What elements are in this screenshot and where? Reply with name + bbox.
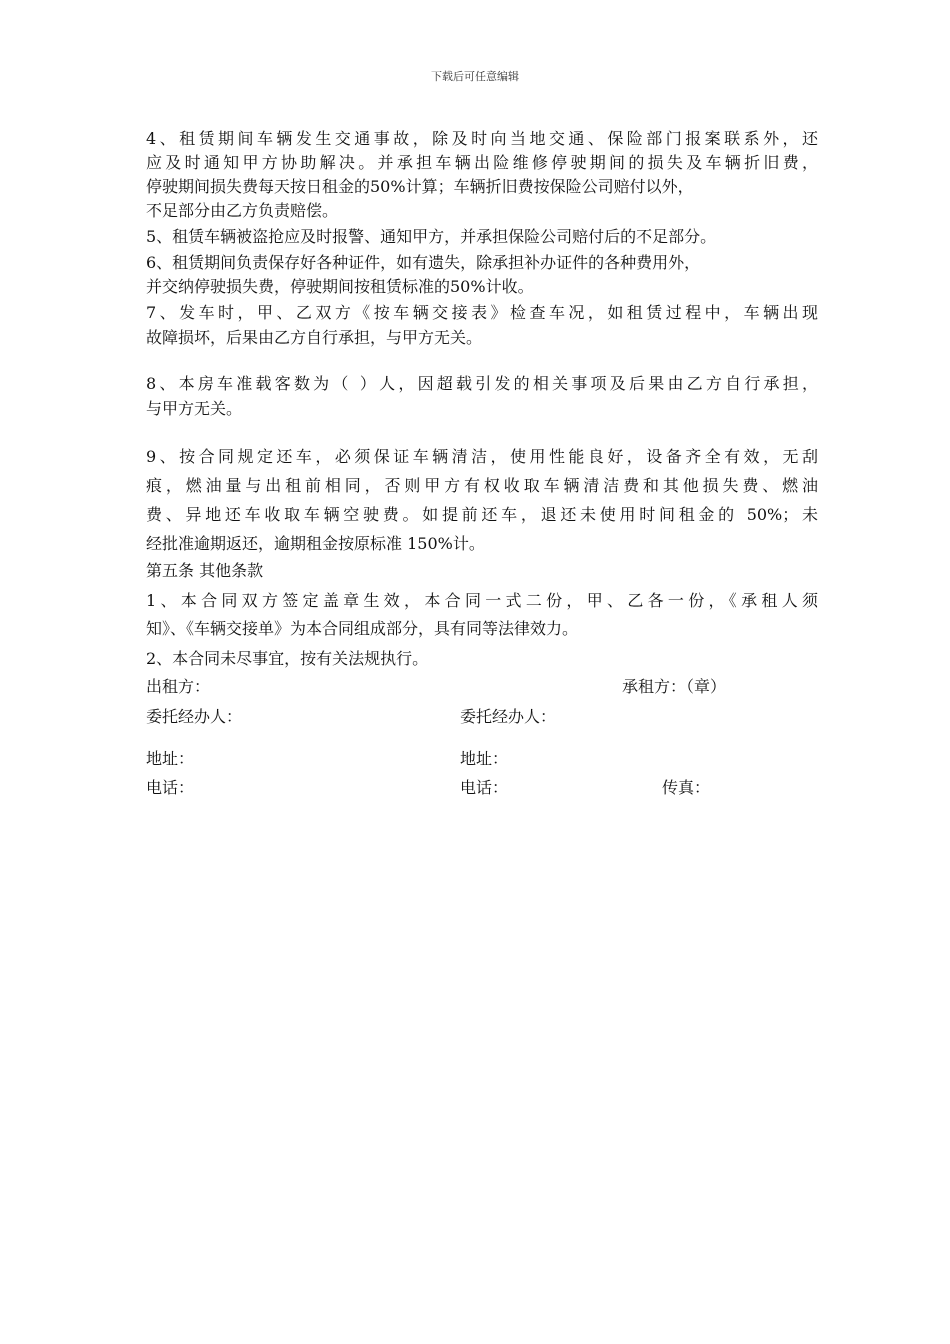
- address-left-label: 地址：: [146, 749, 195, 768]
- article-5-item-2: 2、本合同未尽事宜，按有关法规执行。: [146, 649, 429, 668]
- phone-left-label: 电话：: [146, 778, 195, 797]
- clause-9-line-4: 经批准逾期返还，逾期租金按原标准 150%计。: [146, 534, 485, 553]
- page-header: 下载后可任意编辑: [431, 70, 519, 83]
- clause-4-line-1: 4、租赁期间车辆发生交通事故，除及时向当地交通、保险部门报案联系外，还: [146, 129, 818, 148]
- clause-4-line-3: 停驶期间损失费每天按日租金的50%计算；车辆折旧费按保险公司赔付以外，: [146, 177, 694, 196]
- clause-9-line-1: 9、按合同规定还车，必须保证车辆清洁，使用性能良好，设备齐全有效，无刮: [146, 447, 818, 466]
- clause-9-line-2: 痕，燃油量与出租前相同，否则甲方有权收取车辆清洁费和其他损失费、燃油: [146, 476, 818, 495]
- article-5-title: 第五条 其他条款: [146, 561, 264, 580]
- clause-4-line-2: 应及时通知甲方协助解决。并承担车辆出险维修停驶期间的损失及车辆折旧费，: [146, 153, 818, 172]
- clause-6-line-2: 并交纳停驶损失费，停驶期间按租赁标准的50%计收。: [146, 277, 534, 296]
- lessor-label: 出租方：: [146, 677, 211, 696]
- agent-right-label: 委托经办人：: [460, 707, 557, 726]
- address-right-label: 地址：: [460, 749, 509, 768]
- clause-9-line-3: 费、异地还车收取车辆空驶费。如提前还车，退还未使用时间租金的 50%；未: [146, 505, 818, 524]
- clause-8-line-1: 8、本房车准载客数为（ ）人，因超载引发的相关事项及后果由乙方自行承担，: [146, 374, 818, 393]
- article-5-item-1-line-2: 知》、《车辆交接单》为本合同组成部分，具有同等法律效力。: [146, 619, 579, 638]
- clause-6-line-1: 6、租赁期间负责保存好各种证件，如有遗失，除承担补办证件的各种费用外，: [146, 253, 701, 272]
- fax-label: 传真：: [662, 778, 711, 797]
- agent-left-label: 委托经办人：: [146, 707, 243, 726]
- phone-right-label: 电话：: [460, 778, 509, 797]
- article-5-item-1-line-1: 1、本合同双方签定盖章生效，本合同一式二份，甲、乙各一份，《承租人须: [146, 591, 818, 610]
- clause-5-line-1: 5、租赁车辆被盗抢应及时报警、通知甲方，并承担保险公司赔付后的不足部分。: [146, 227, 717, 246]
- lessee-label: 承租方：（章）: [622, 677, 727, 696]
- clause-8-line-2: 与甲方无关。: [146, 399, 243, 418]
- clause-4-line-4: 不足部分由乙方负责赔偿。: [146, 201, 339, 220]
- clause-7-line-2: 故障损坏，后果由乙方自行承担，与甲方无关。: [146, 328, 483, 347]
- clause-7-line-1: 7、发车时，甲、乙双方《按车辆交接表》检查车况，如租赁过程中，车辆出现: [146, 303, 818, 322]
